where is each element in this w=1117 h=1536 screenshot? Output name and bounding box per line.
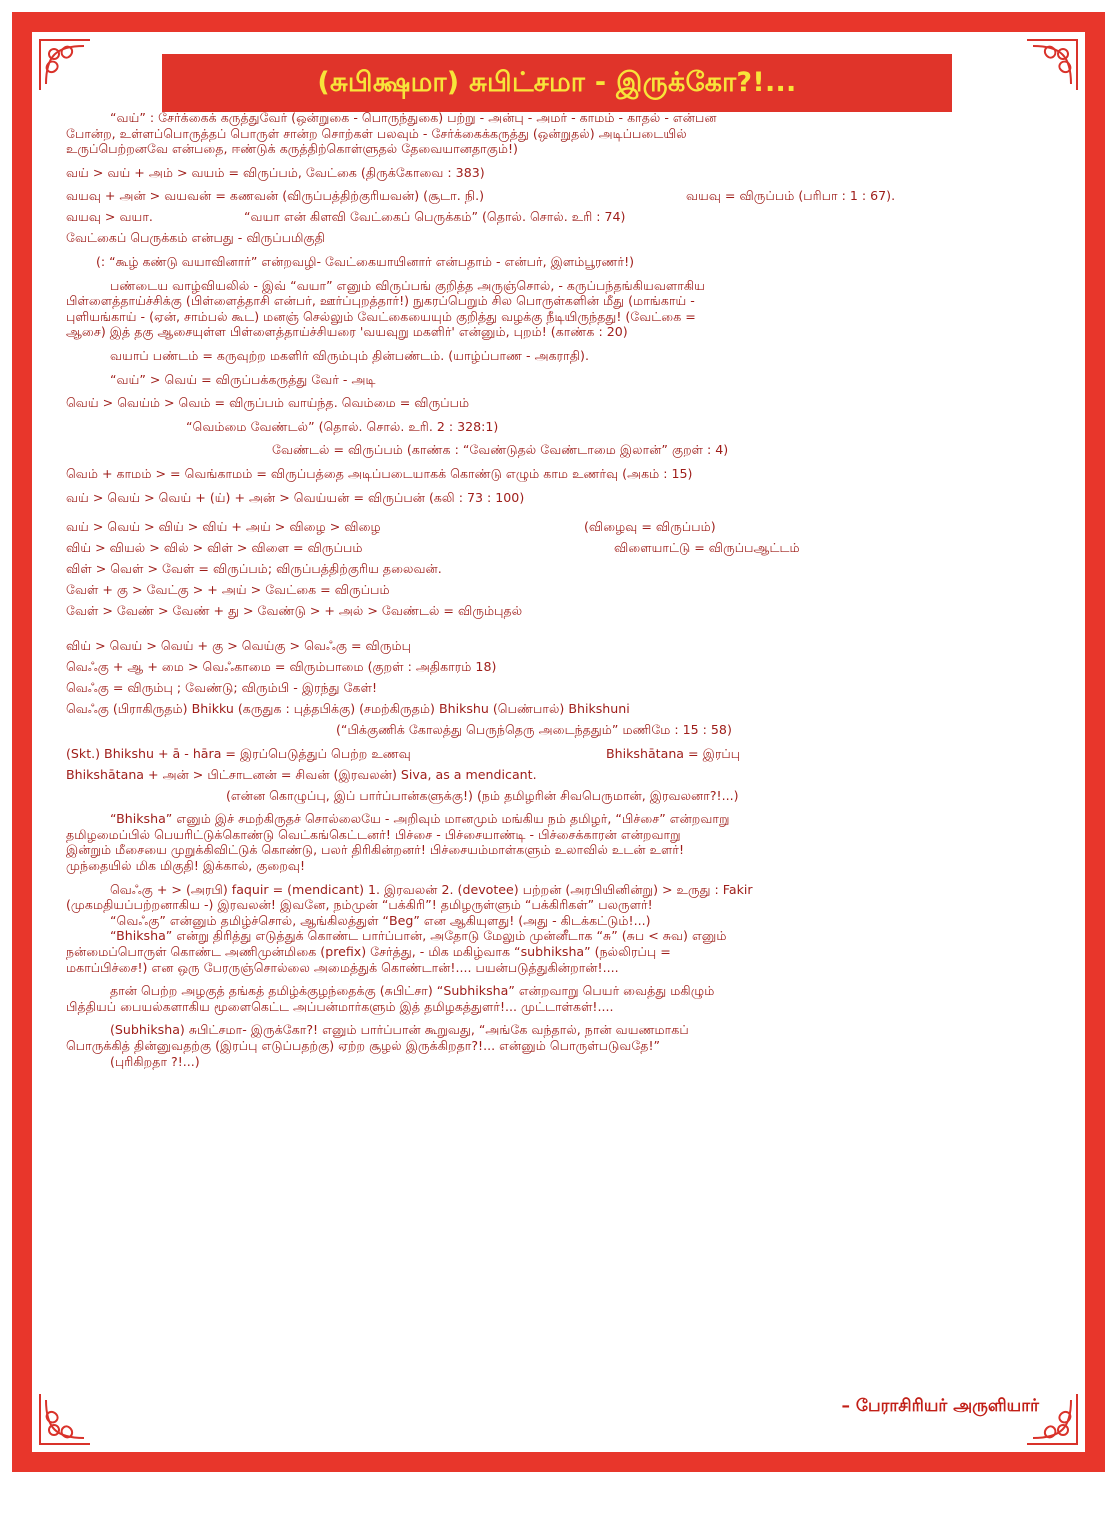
paragraph-line: “Bhiksha” எனும் இச் சமற்கிருதச் சொல்லையே - அறிவும் மானமும் மங்கிய நம் தமிழர், “பிச்சை” என்றவாறு [110, 811, 730, 827]
text-line: வெய் > வெய்ம் > வெம் = விருப்பம் வாய்ந்த. வெம்மை = விருப்பம் [66, 395, 470, 411]
text-line: வய் > வெய் > வெய் + (ய்) + அன் > வெய்யன் = விருப்பன் (கலி : 73 : 100) [66, 489, 525, 505]
text-row [66, 767, 1056, 788]
text-row [66, 680, 1056, 701]
text-row [66, 603, 1056, 624]
text-line: “வெம்மை வேண்டல்” (தொல். சொல். உரி. 2 : 328:1) [186, 418, 499, 434]
paragraph-line: பொருக்கித் தின்னுவதற்கு (இரப்பு எடுப்பதற்கு) ஏற்ற சூழல் இருக்கிறதா?!... என்னும் பொருள்படுவதே!” [66, 1038, 661, 1053]
text-line: (விழைவு = விருப்பம்) [584, 519, 716, 535]
text-row [66, 209, 1056, 230]
text-line: (: “கூழ் கண்டு வயாவினார்” என்றவழி- வேட்கையாயினார் என்பதாம் - என்பர், இளம்பூரணர்!) [96, 253, 635, 269]
paragraph-line: புளியங்காய் - (ஏன், சாம்பல் கூட) மனஞ் செல்லும் வேட்கையையும் குறித்து வழக்கு நீடியிருந்தது! (வேட்கை = [66, 308, 696, 324]
text-line: “வெஃகு” என்னும் தமிழ்ச்சொல், ஆங்கிலத்துள் “Beg” என ஆகியுளது! (அது - கிடக்கட்டும்!...) [110, 912, 651, 928]
text-line: விளையாட்டு = விருப்பஆட்டம் [614, 540, 800, 556]
text-line: வயவு > வயா. [66, 209, 153, 225]
text-line: விள் > வெள் > வேள் = விருப்பம்; விருப்பத்திற்குரிய தலைவன். [66, 561, 442, 577]
text-line: (புரிகிறதா ?!...) [110, 1053, 200, 1069]
text-line: “வய்” > வெய் = விருப்பக்கருத்து வேர் - அடி [110, 371, 376, 387]
text-line: வெஃகு + ஆ + மை > வெஃகாமை = விரும்பாமை (குறள் : அதிகாரம் 18) [66, 659, 497, 675]
page-title: (சுபிக்ஷமா) சுபிட்சமா - இருக்கோ?!... [317, 67, 797, 98]
text-line: (“பிக்குணிக் கோலத்து பெருந்தெரு அடைந்ததும்” மணிமே : 15 : 58) [336, 722, 732, 738]
text-line: வேள் > வேண் > வேண் + து > வேண்டு > + அல் > வேண்டல் = விரும்புதல் [66, 603, 523, 619]
text-row [66, 659, 1056, 680]
title-banner [162, 54, 952, 112]
text-row [66, 582, 1056, 603]
author-signature: – பேராசிரியர் அருளியார் [841, 1396, 1039, 1416]
paragraph-line: (Subhiksha) சுபிட்சமா- இருக்கோ?! எனும் பார்ப்பான் கூறுவது, “அங்கே வந்தால், நான் வயணமாகப் [110, 1022, 689, 1038]
text-line: விய் > வியல் > வில் > விள் > விளை = விருப்பம் [66, 540, 363, 556]
corner-ornament-icon [1023, 36, 1081, 94]
text-line: வய் > வய் + அம் > வயம் = விருப்பம், வேட்கை (திருக்கோவை : 383) [66, 164, 485, 180]
paragraph-line: ஆசை) இத் தகு ஆசையுள்ள பிள்ளைத்தாய்ச்சியரை 'வயவுறு மகளிர்' என்னும், புறம்! (காண்க : 20) [66, 324, 628, 340]
text-line: வயவு = விருப்பம் (பரிபா : 1 : 67). [686, 188, 896, 204]
text-row [66, 188, 1056, 209]
paragraph-line: இன்றும் மீசையை முறுக்கிவிட்டுக் கொண்டு, பலர் திரிகின்றனர்! பிச்சையம்மாள்களும் உலாவில் உடன் உளர்! [66, 842, 685, 858]
text-line: Bhikshātana = இரப்பு [606, 745, 741, 761]
paragraph-line: பித்தியப் பையல்களாகிய மூளைகெட்ட அப்பன்மார்களும் இத் தமிழகத்துளர்!... முட்டாள்கள்!.... [66, 998, 614, 1014]
text-line: (Skt.) Bhikshu + ā - hāra = இரப்பெடுத்துப் பெற்ற உணவு [66, 745, 411, 761]
paragraph-line: நன்மைப்பொருள் கொண்ட அணிமுன்மிகை (prefix) சேர்த்து, - மிக மகிழ்வாக “subhiksha” (நல்லிரப்பு = [66, 944, 671, 960]
text-line: வேள் + கு > வேட்கு > + அய் > வேட்கை = விருப்பம் [66, 582, 390, 598]
text-line: வேண்டல் = விருப்பம் (காண்க : “வேண்டுதல் வேண்டாமை இலான்” குறள் : 4) [272, 442, 729, 458]
text-row [66, 701, 1056, 722]
paragraph-line: மகாப்பிச்சை!) என ஒரு பேரருஞ்சொல்லை அமைத்துக் கொண்டான்!.... பயன்படுத்துகின்றான்!.... [66, 959, 619, 975]
paragraph-line: பிள்ளைத்தாய்ச்சிக்கு (பிள்ளைத்தாசி என்பர், ஊர்ப்புறத்தார்!) நுகரப்பெறும் சில பொருள்களின் மீது (மாங்காய் - [66, 293, 695, 309]
corner-ornament-icon [36, 36, 94, 94]
page-body [32, 32, 1085, 1452]
paragraph-line: (முகமதியப்பற்றனாகிய -) இரவலன்! இவனே, நம்முன் “பக்கிரி”! தமிழருள்ளும் “பக்கிரிகள்” பலருளர்! [66, 897, 653, 913]
text-line: (என்ன கொழுப்பு, இப் பார்ப்பான்களுக்கு!) (நம் தமிழரின் சிவபெருமான், இரவலனா?!...) [226, 787, 739, 803]
text-row [66, 519, 1056, 540]
intro-line: போன்ற, உள்ளப்பொருத்தப் பொருள் சான்ற சொற்கள் பலவும் - சேர்க்கைக்கருத்து (ஒன்றுதல்) அடிப்படையில் [66, 125, 687, 141]
text-line: “வயா என் கிளவி வேட்கைப் பெருக்கம்” (தொல். சொல். உரி : 74) [244, 209, 626, 225]
text-row [66, 540, 1056, 561]
text-line: வய் > வெய் > விய் > விய் + அய் > விழை > விழை [66, 519, 381, 535]
text-line: வெம் + காமம் > = வெங்காமம் = விருப்பத்தை அடிப்படையாகக் கொண்டு எழும் காம உணர்வு (அகம் : 15) [66, 465, 693, 481]
paragraph-line: பண்டைய வாழ்வியலில் - இவ் “வயா” எனும் விருப்பங் குறித்த அருஞ்சொல், - கருப்பந்தங்கியவளாகிய [110, 277, 705, 293]
text-line: விய் > வெய் > வெய் + கு > வெய்கு > வெஃகு = விரும்பு [66, 638, 412, 654]
page-border [12, 12, 1105, 1472]
text-line: வயவு + அன் > வயவன் = கணவன் (விருப்பத்திற்குரியவன்) (சூடா. நி.) [66, 188, 485, 204]
text-line: வயாப் பண்டம் = கருவுற்ற மகளிர் விரும்பும் தின்பண்டம். (யாழ்ப்பாண - அகராதி). [110, 347, 589, 363]
paragraph-line: வெஃகு + > (அரபி) faquir = (mendicant) 1. இரவலன் 2. (devotee) பற்றன் (அரபியினின்று) > உருது : Fakir [110, 881, 753, 897]
intro-line: “வய்” : சேர்க்கைக் கருத்துவேர் (ஒன்றுகை - பொருந்துகை) பற்று - அன்பு - அமர் - காமம் - காதல் - என்பன [110, 110, 717, 125]
intro-line: உருப்பெற்றனவே என்பதை, ஈண்டுக் கருத்திற்கொள்ளுதல் தேவையானதாகும்!) [66, 141, 518, 157]
paragraph-line: தான் பெற்ற அழகுத் தங்கத் தமிழ்க்குழந்தைக்கு (சுபிட்சா) “Subhiksha” என்றவாறு பெயர் வைத்து மகிழும் [110, 983, 715, 999]
paragraph-line: முந்தையில் மிக மிகுதி! இக்கால், குறைவு! [66, 858, 306, 874]
paragraph-line: “Bhiksha” என்று திரித்து எடுத்துக் கொண்ட பார்ப்பான், அதோடு மேலும் முன்னீடாக “சு” (சுப < சுவ) எனும் [110, 928, 727, 944]
corner-ornament-icon [36, 1390, 94, 1448]
text-row [66, 746, 1056, 767]
text-line: வெஃகு (பிராகிருதம்) Bhikku (கருதுக : புத்தபிக்கு) (சமற்கிருதம்) Bhikshu (பெண்பால்) Bhikshuni [66, 701, 630, 717]
text-line: Bhikshātana + அன் > பிட்சாடனன் = சிவன் (இரவலன்) Siva, as a mendicant. [66, 766, 537, 782]
text-line: வேட்கைப் பெருக்கம் என்பது - விருப்பமிகுதி [66, 230, 325, 246]
text-line: வெஃகு = விரும்பு ; வேண்டு; விரும்பி - இரந்து கேள்! [66, 680, 378, 696]
text-row [66, 561, 1056, 582]
text-row [66, 638, 1056, 659]
article-body [66, 110, 1056, 1069]
paragraph-line: தமிழமைப்பில் பெயரிட்டுக்கொண்டு வெட்கங்கெட்டனர்! பிச்சை - பிச்சையாண்டி - பிச்சைக்காரன் என்றவாறு [66, 826, 681, 842]
